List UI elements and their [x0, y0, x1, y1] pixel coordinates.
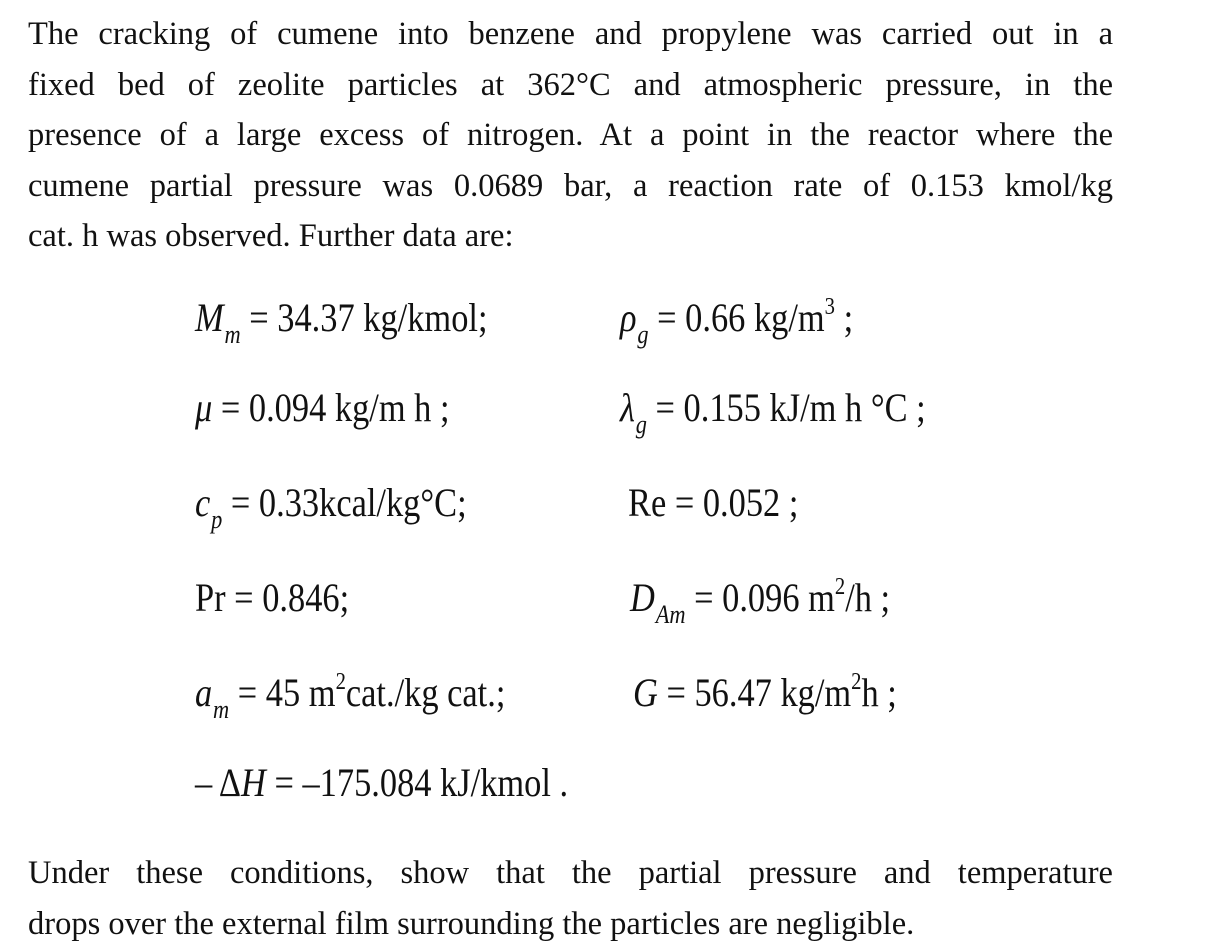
symbol: λ	[620, 385, 635, 430]
equation-text: = 0.33kcal/kg°C;	[222, 480, 467, 525]
subscript: m	[213, 695, 230, 724]
equation-heat-capacity	[195, 480, 467, 534]
problem-statement	[28, 9, 1113, 262]
symbol: ρ	[620, 295, 637, 340]
symbol: G	[633, 670, 658, 715]
equation-mass-velocity	[633, 669, 897, 715]
equation-text: = 45 m	[229, 670, 336, 715]
equation-molar-mass	[195, 295, 488, 349]
equation-heat-of-reaction	[195, 760, 569, 805]
superscript: 2	[851, 669, 862, 695]
symbol: D	[630, 575, 655, 620]
equation-text: cat./kg cat.;	[345, 670, 506, 715]
equation-text: – Δ	[195, 760, 242, 805]
symbol: μ	[195, 385, 213, 430]
symbol: a	[195, 670, 213, 715]
text-line: Under these conditions, show that the partial pressure and temperature	[28, 855, 1113, 891]
text-line: drops over the external film surrounding the particles are negligible.	[28, 905, 915, 942]
equation-text: = 34.37 kg/kmol;	[240, 295, 488, 340]
superscript: 3	[824, 294, 835, 320]
equation-text: = 0.155 kJ/m h °C ;	[646, 385, 926, 430]
subscript: p	[211, 505, 223, 534]
text-line: The cracking of cumene into benzene and propylene was carried out in a	[28, 16, 1113, 52]
text-line: presence of a large excess of nitrogen. At a point in the reactor where the	[28, 117, 1113, 153]
equation-reynolds-number	[628, 480, 799, 525]
text-line: cat. h was observed. Further data are:	[28, 218, 514, 254]
equation-text: /h ;	[845, 575, 891, 620]
equation-text: h ;	[861, 670, 897, 715]
subscript: m	[224, 320, 241, 349]
equation-text: = 56.47 kg/m	[657, 670, 852, 715]
text-line: cumene partial pressure was 0.0689 bar, a reaction rate of 0.153 kmol/kg	[28, 167, 1113, 204]
equation-viscosity	[195, 385, 450, 430]
equation-thermal-conductivity	[620, 385, 926, 439]
symbol: H	[241, 760, 266, 805]
equation-text: Re = 0.052 ;	[628, 480, 799, 525]
equation-prandtl-number	[195, 575, 350, 620]
symbol: M	[195, 295, 224, 340]
equation-diffusivity	[630, 574, 891, 629]
subscript: g	[635, 410, 647, 439]
equation-text: = 0.094 kg/m h ;	[212, 385, 450, 430]
equation-text: = –175.084 kJ/kmol .	[265, 760, 569, 805]
subscript: Am	[655, 600, 686, 629]
equation-gas-density	[620, 294, 854, 349]
question	[28, 848, 1113, 949]
subscript: g	[637, 320, 649, 349]
equation-text: = 0.096 m	[685, 575, 835, 620]
superscript: 2	[834, 574, 846, 600]
equation-text: Pr = 0.846;	[195, 575, 350, 620]
text-line: fixed bed of zeolite particles at 362°C and atmospheric pressure, in the	[28, 66, 1113, 103]
equation-specific-area	[195, 669, 506, 724]
symbol: c	[195, 480, 211, 525]
equation-text: = 0.66 kg/m	[648, 295, 825, 340]
equation-text: ;	[835, 295, 854, 340]
superscript: 2	[335, 669, 346, 695]
